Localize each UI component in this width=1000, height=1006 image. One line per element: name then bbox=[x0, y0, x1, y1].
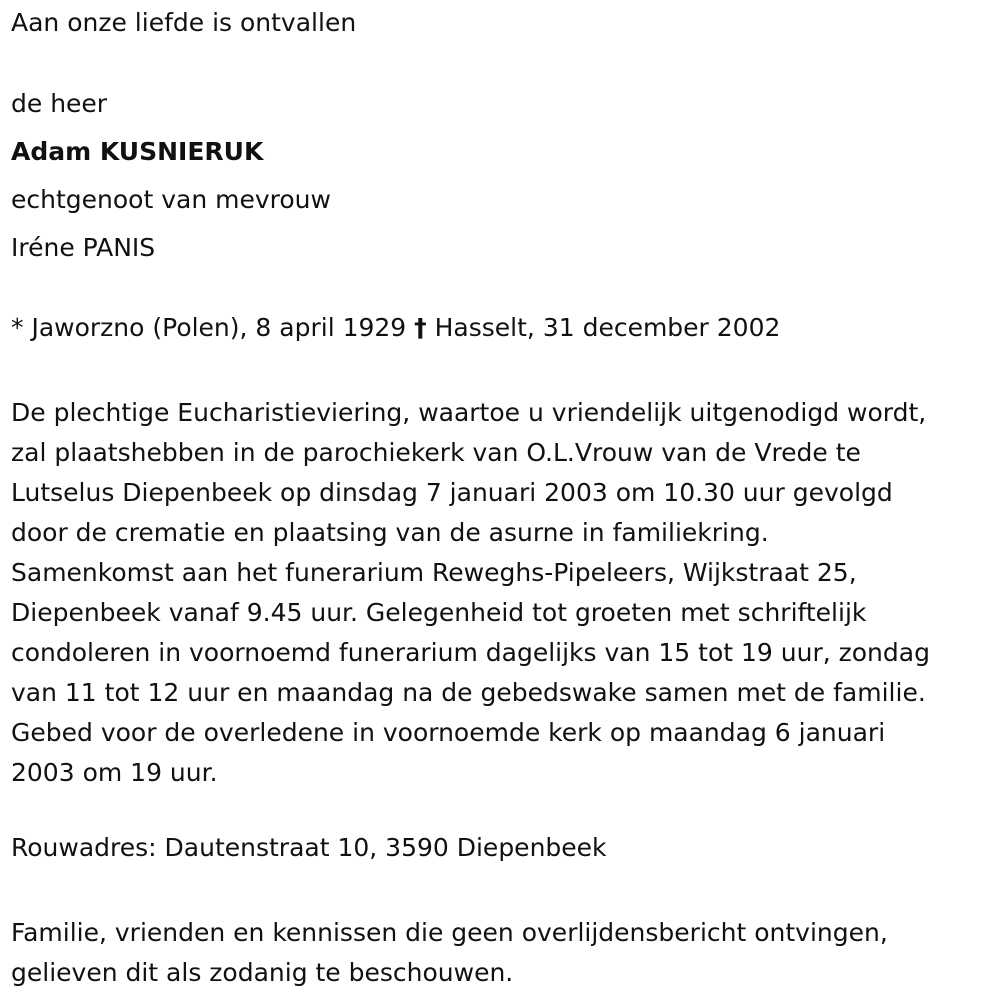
spouse-name: Iréne PANIS bbox=[11, 233, 156, 262]
deceased-name: Adam KUSNIERUK bbox=[11, 137, 264, 166]
ceremony-line: Diepenbeek vanaf 9.45 uur. Gelegenheid tot groeten met schriftelijk bbox=[11, 598, 867, 627]
ceremony-line: van 11 tot 12 uur en maandag na de gebedswake samen met de familie. bbox=[11, 678, 926, 707]
ceremony-paragraph bbox=[11, 393, 996, 793]
honorific: de heer bbox=[11, 89, 108, 118]
ceremony-line: condoleren in voornoemd funerarium dagelijks van 15 tot 19 uur, zondag bbox=[11, 638, 930, 667]
ceremony-line: De plechtige Eucharistieviering, waartoe u vriendelijk uitgenodigd wordt, bbox=[11, 398, 927, 427]
ceremony-line: door de crematie en plaatsing van de asurne in familiekring. bbox=[11, 518, 769, 547]
relation-text: echtgenoot van mevrouw bbox=[11, 185, 331, 214]
birth-marker: * bbox=[11, 313, 24, 342]
intro-text: Aan onze liefde is ontvallen bbox=[11, 8, 357, 37]
mourning-address: Rouwadres: Dautenstraat 10, 3590 Diepenbeek bbox=[11, 833, 607, 862]
death-info: Hasselt, 31 december 2002 bbox=[434, 313, 781, 342]
ceremony-line: 2003 om 19 uur. bbox=[11, 758, 218, 787]
birth-info: Jaworzno (Polen), 8 april 1929 bbox=[31, 313, 407, 342]
ceremony-line: Samenkomst aan het funerarium Reweghs-Pipeleers, Wijkstraat 25, bbox=[11, 558, 857, 587]
ceremony-line: Gebed voor de overledene in voornoemde kerk op maandag 6 januari bbox=[11, 718, 886, 747]
closing-line: Familie, vrienden en kennissen die geen overlijdensbericht ontvingen, bbox=[11, 918, 888, 947]
closing-paragraph bbox=[11, 913, 888, 993]
ceremony-line: zal plaatshebben in de parochiekerk van O.L.Vrouw van de Vrede te bbox=[11, 438, 861, 467]
ceremony-line: Lutselus Diepenbeek op dinsdag 7 januari 2003 om 10.30 uur gevolgd bbox=[11, 478, 893, 507]
death-cross-icon: † bbox=[414, 313, 427, 342]
closing-line: gelieven dit als zodanig te beschouwen. bbox=[11, 958, 514, 987]
birth-death-line bbox=[11, 313, 780, 342]
